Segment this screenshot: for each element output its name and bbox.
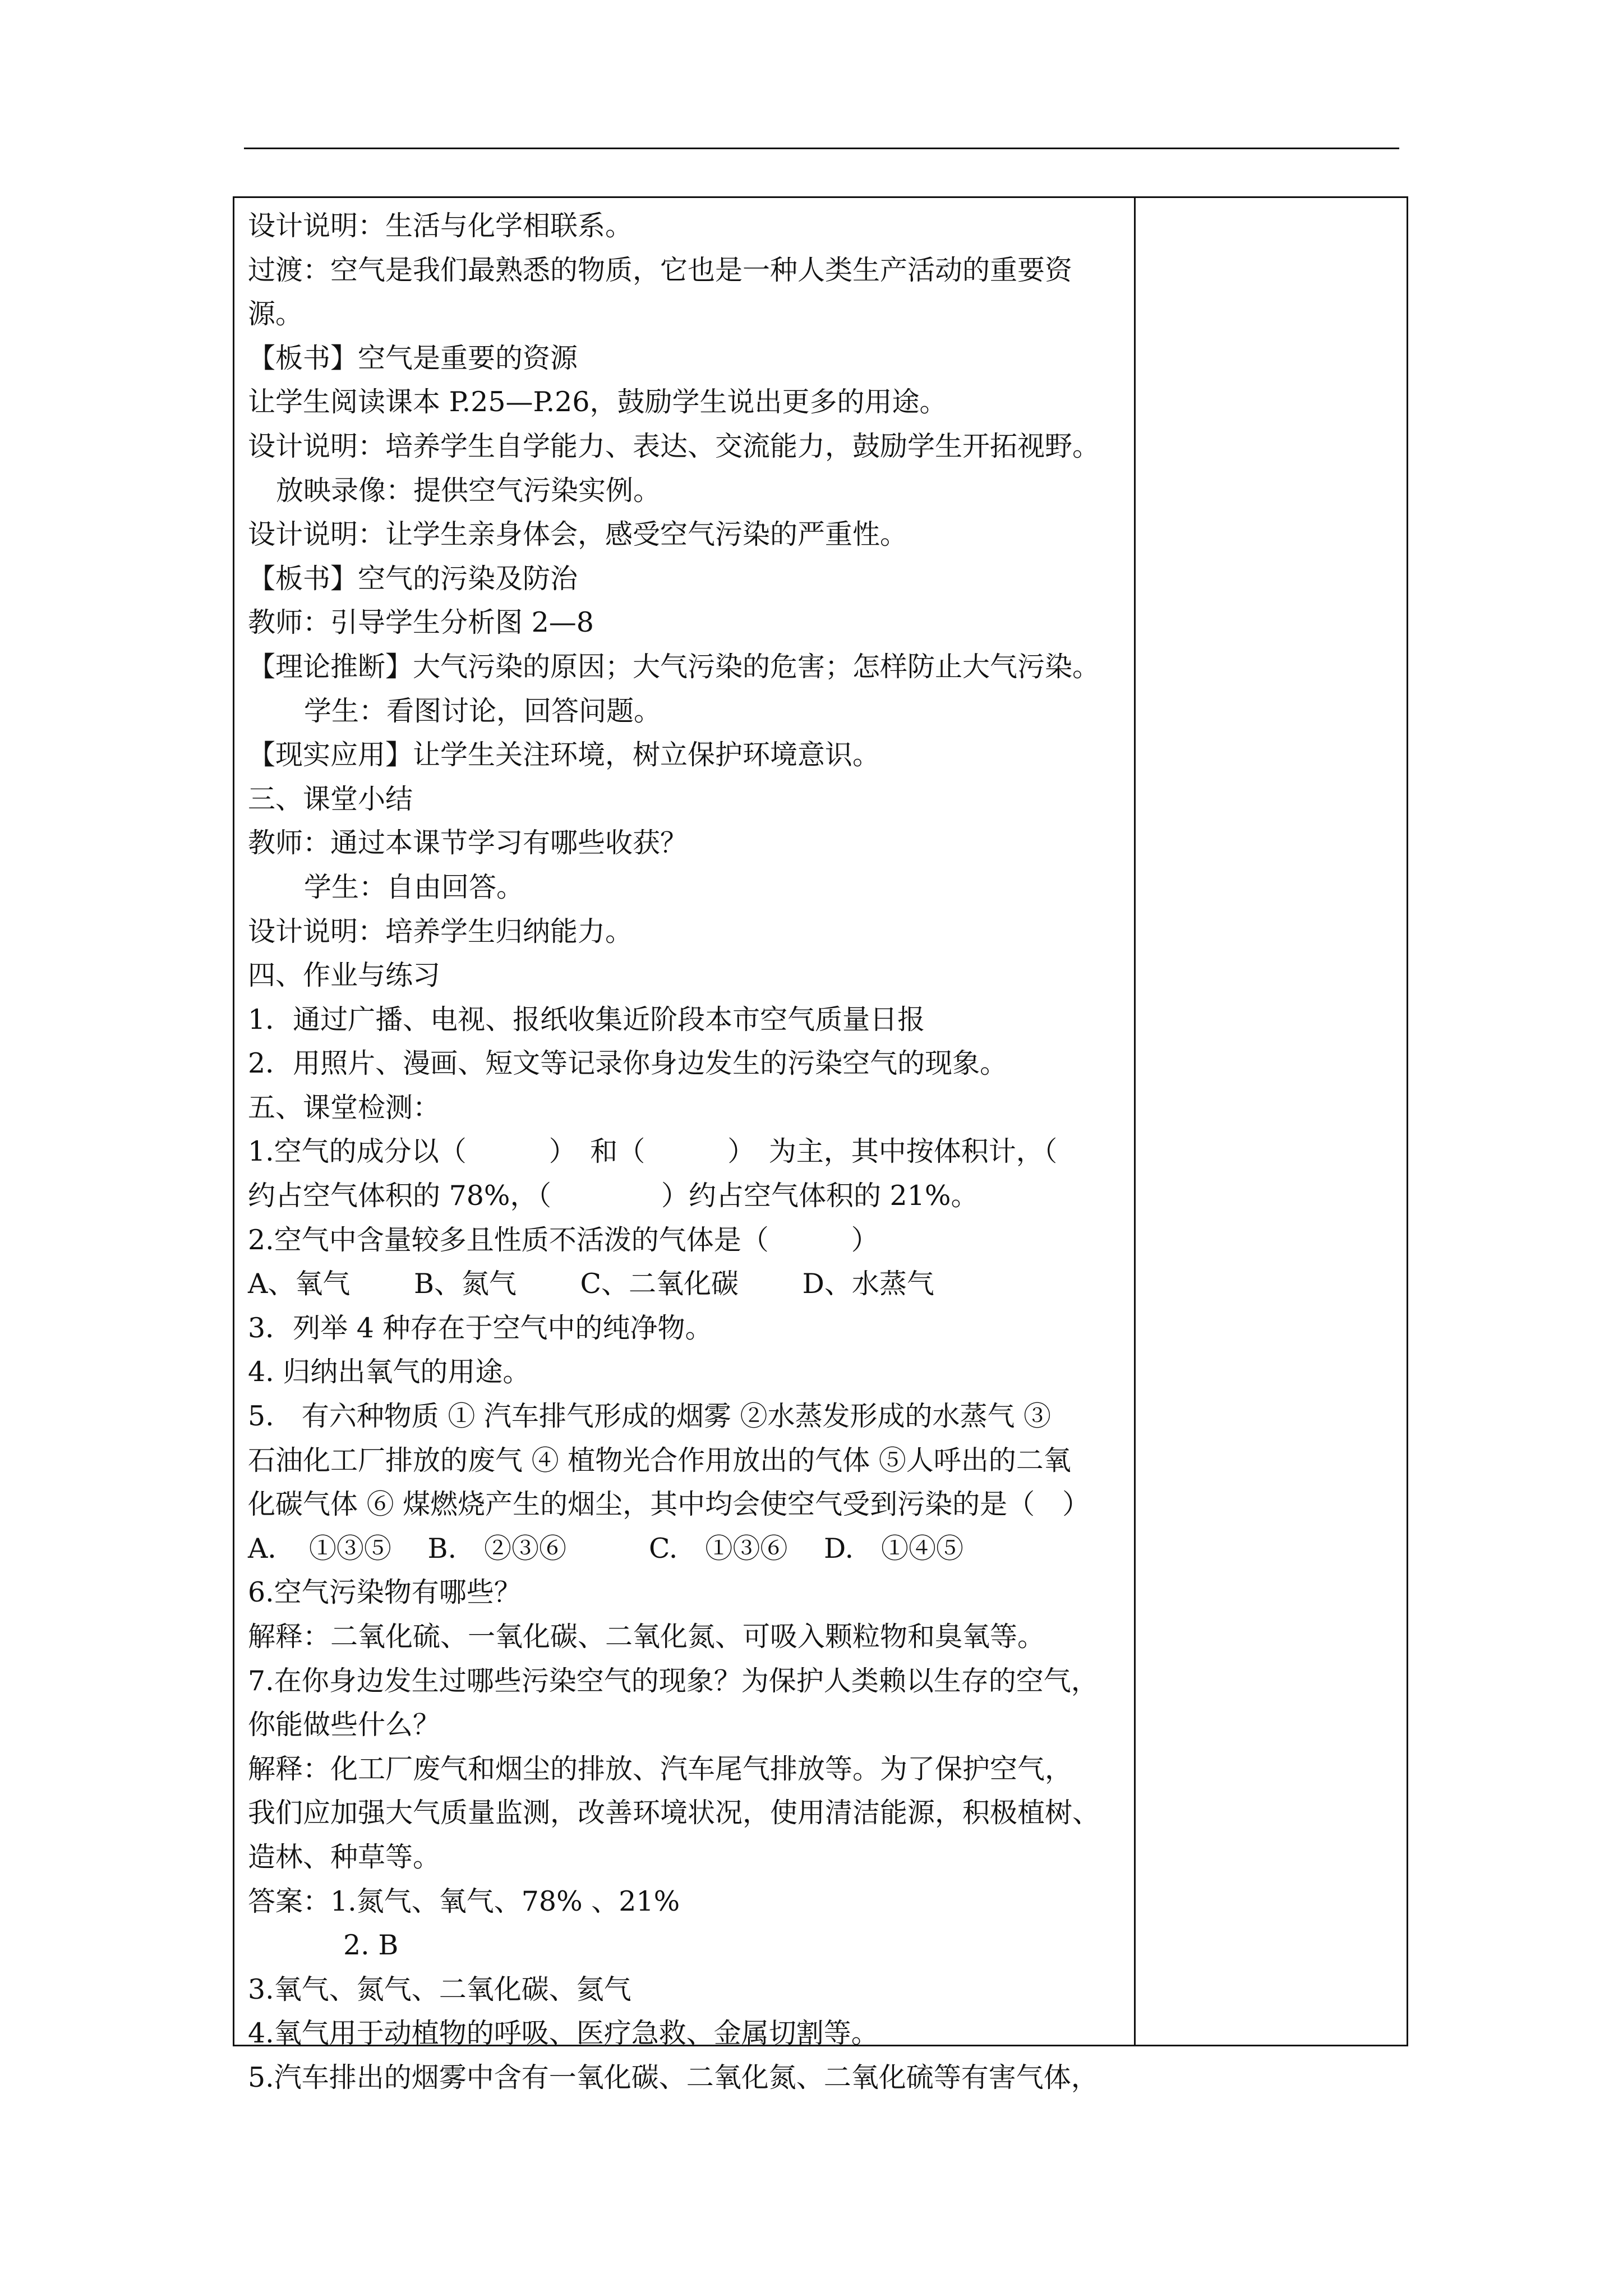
section-heading: 四、作业与练习	[248, 959, 441, 992]
text-line: 造林、种草等。	[248, 1841, 441, 1873]
text-line: 设计说明：生活与化学相联系。	[248, 210, 633, 242]
options-line: A、氧气 B、氮气 C、二氧化碳 D、水蒸气	[248, 1268, 934, 1300]
list-item: 1．通过广播、电视、报纸收集近阶段本市空气质量日报	[248, 1003, 925, 1036]
text-line: 【板书】空气的污染及防治	[248, 562, 578, 595]
list-item: 2．用照片、漫画、短文等记录你身边发生的污染空气的现象。	[248, 1047, 1008, 1080]
question-line: 6.空气污染物有哪些？	[248, 1576, 522, 1609]
question-line: 化碳气体 ⑥ 煤燃烧产生的烟尘，其中均会使空气受到污染的是（ ）	[248, 1488, 1090, 1521]
text-line: 解释：二氧化硫、一氧化碳、二氧化氮、可吸入颗粒物和臭氧等。	[248, 1621, 1045, 1653]
answer-line: 4.氧气用于动植物的呼吸、医疗急救、金属切割等。	[248, 2017, 879, 2050]
options-line: A． ①③⑤ B. ②③⑥ C. ①③⑥ D. ①④⑤	[248, 1532, 964, 1565]
text-line: 设计说明：培养学生归纳能力。	[248, 915, 633, 947]
answer-line: 5.汽车排出的烟雾中含有一氧化碳、二氧化氮、二氧化硫等有害气体，	[248, 2061, 1099, 2093]
section-heading: 三、课堂小结	[248, 783, 413, 815]
question-line: 你能做些什么？	[248, 1709, 441, 1741]
answer-line: 3.氧气、氮气、二氧化碳、氦气	[248, 1973, 631, 2005]
question-line: 3．列举 4 种存在于空气中的纯净物。	[248, 1312, 713, 1344]
text-line: 解释：化工厂废气和烟尘的排放、汽车尾气排放等。为了保护空气，	[248, 1752, 1073, 1785]
text-line: 过渡：空气是我们最熟悉的物质，它也是一种人类生产活动的重要资	[248, 254, 1073, 286]
text-line: 学生：自由回答。	[304, 871, 524, 903]
notes-cell	[1136, 198, 1407, 2045]
lesson-content-cell	[248, 204, 1131, 2093]
text-line: 教师：引导学生分析图 2—8	[248, 606, 594, 639]
question-line: 约占空气体积的 78%，（ ）约占空气体积的 21%。	[248, 1180, 979, 1212]
text-line: 放映录像：提供空气污染实例。	[276, 474, 661, 507]
question-line: 2.空气中含量较多且性质不活泼的气体是（ ）	[248, 1223, 879, 1256]
text-line: 源。	[248, 298, 303, 330]
text-line: 设计说明：培养学生自学能力、表达、交流能力，鼓励学生开拓视野。	[248, 430, 1100, 462]
text-line: 学生：看图讨论，回答问题。	[304, 694, 662, 727]
text-line: 【现实应用】让学生关注环境，树立保护环境意识。	[248, 739, 880, 771]
answer-line: 答案：1.氮气、氧气、78% 、21%	[248, 1885, 680, 1917]
question-line: 7.在你身边发生过哪些污染空气的现象？为保护人类赖以生存的空气，	[248, 1664, 1099, 1697]
header-rule	[244, 148, 1399, 149]
text-line: 让学生阅读课本 P.25—P.26，鼓励学生说出更多的用途。	[248, 386, 947, 418]
text-line: 【板书】空气是重要的资源	[248, 342, 578, 374]
text-line: 我们应加强大气质量监测，改善环境状况，使用清洁能源，积极植树、	[248, 1797, 1100, 1829]
question-line: 5. 有六种物质 ① 汽车排气形成的烟雾 ②水蒸发形成的水蒸气 ③	[248, 1400, 1052, 1433]
text-line: 教师：通过本课节学习有哪些收获？	[248, 827, 688, 859]
answer-line: 2. B	[343, 1929, 399, 1962]
question-line: 石油化工厂排放的废气 ④ 植物光合作用放出的气体 ⑤人呼出的二氧	[248, 1444, 1071, 1476]
question-line: 4. 归纳出氧气的用途。	[248, 1356, 531, 1388]
text-line: 设计说明：让学生亲身体会，感受空气污染的严重性。	[248, 518, 908, 551]
section-heading: 五、课堂检测：	[248, 1091, 441, 1124]
question-line: 1.空气的成分以（ ） 和（ ） 为主，其中按体积计，（	[248, 1135, 1058, 1168]
text-line: 【理论推断】大气污染的原因；大气污染的危害；怎样防止大气污染。	[248, 650, 1100, 683]
